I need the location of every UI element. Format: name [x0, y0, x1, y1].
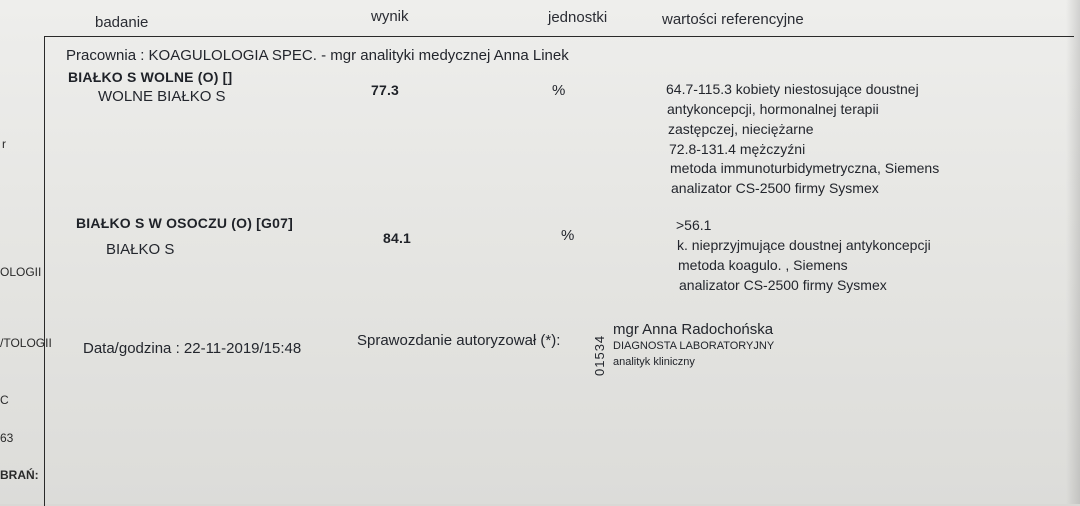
- reference-line: metoda immunoturbidymetryczna, Siemens: [670, 160, 940, 176]
- sidebar-divider: [44, 36, 45, 506]
- column-header-result: wynik: [371, 8, 409, 25]
- sidebar-fragment: C: [0, 393, 9, 407]
- sidebar-fragment: r: [2, 137, 6, 151]
- signer-role: analityk kliniczny: [613, 356, 695, 368]
- reference-line: antykoncepcji, hormonalnej terapii: [667, 101, 879, 117]
- header-rule: [44, 36, 1074, 37]
- sidebar-fragment: 63: [0, 431, 14, 445]
- test-subname: BIAŁKO S: [106, 241, 175, 258]
- authorization-label: Sprawozdanie autoryzował (*):: [357, 332, 561, 349]
- test-result: 77.3: [371, 82, 400, 98]
- test-unit: %: [561, 227, 575, 244]
- lab-info: Pracownia : KOAGULOLOGIA SPEC. - mgr analityki medycznej Anna Linek: [66, 47, 569, 64]
- column-header-unit: jednostki: [548, 9, 608, 26]
- stamp-code: 01534: [592, 334, 607, 376]
- signer-name: mgr Anna Radochońska: [613, 321, 774, 338]
- reference-line: >56.1: [676, 217, 712, 233]
- column-header-test: badanie: [95, 14, 149, 31]
- test-result: 84.1: [383, 230, 412, 246]
- reference-line: 72.8-131.4 mężczyźni: [669, 141, 806, 157]
- test-subname: WOLNE BIAŁKO S: [98, 88, 226, 105]
- reference-line: metoda koagulo. , Siemens: [678, 257, 848, 273]
- sidebar-fragment: /TOLOGII: [0, 336, 52, 350]
- test-unit: %: [552, 82, 566, 99]
- sheet-edge-shadow: [1066, 0, 1080, 504]
- reference-line: zastępczej, nieciężarne: [668, 121, 814, 137]
- reference-line: analizator CS-2500 firmy Sysmex: [679, 277, 887, 293]
- test-name: BIAŁKO S W OSOCZU (O) [G07]: [76, 215, 293, 231]
- reference-line: analizator CS-2500 firmy Sysmex: [671, 180, 879, 196]
- signer-title: DIAGNOSTA LABORATORYJNY: [613, 340, 775, 352]
- reference-line: k. nieprzyjmujące doustnej antykoncepcji: [677, 237, 931, 253]
- reference-line: 64.7-115.3 kobiety niestosujące doustnej: [666, 81, 919, 97]
- test-name: BIAŁKO S WOLNE (O) []: [68, 69, 233, 85]
- report-datetime: Data/godzina : 22-11-2019/15:48: [83, 340, 302, 357]
- column-header-reference: wartości referencyjne: [662, 11, 804, 28]
- sidebar-fragment: OLOGII: [0, 265, 42, 279]
- sidebar-fragment: BRAŃ:: [0, 468, 39, 482]
